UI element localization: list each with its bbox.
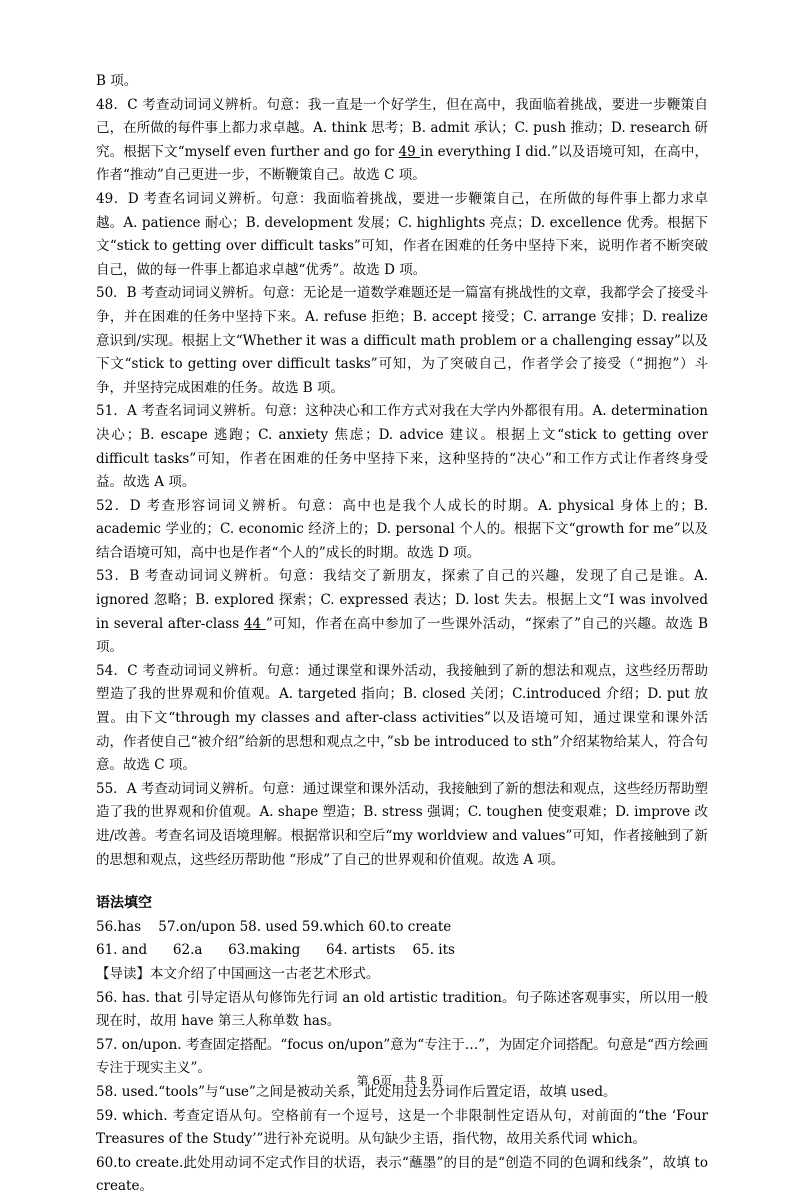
paragraph-p50	[96, 282, 708, 400]
paragraph-text: 49．D 考查名词词义辨析。句意：我面临着挑战，要进一步鞭策自己，在所做的每件事上都力求卓越。A. patience 耐心；B. development 发展；C. highlights 亮点；D. excellence 优秀。根据下文“stick to getting over difficult tasks”可知，作者在困难的任务中坚持下来，说明作者不断突破自己，做的每一件事上都追求卓越“优秀”。故选 D 项。	[96, 190, 708, 278]
paragraph-text: 58. used.“tools”与“use”之间是被动关系，此处用过去分词作后置定语，故填 used。	[96, 1083, 617, 1100]
paragraph-q0	[96, 963, 708, 987]
paragraph-text: 53．B 考查动词词义辨析。句意：我结交了新朋友，探索了自己的兴趣，发现了自己是谁。A. ignored 忽略；B. explored 探索；C. expressed 表达；D. lost 失去。根据上文“I was involved in several after-class	[96, 568, 708, 632]
paragraph-text: 56. has. that 引导定语从句修饰先行词 an old artistic tradition。句子陈述客观事实，所以用一般现在时，故用 have 第三人称单数 has。	[96, 989, 708, 1030]
paragraph-text: 50．B 考查动词词义辨析。句意：无论是一道数学难题还是一篇富有挑战性的文章，我都学会了接受斗争，并在困难的任务中坚持下来。A. refuse 拒绝；B. accept 接受；C. arrange 安排；D. realize 意识到/实现。根据上文“Whether it was a difficult math problem or a challenging essay”以及下文“stick to getting over difficult tasks”可知，为了突破自己，作者学会了接受（“拥抱”）斗争，并坚持完成困难的任务。故选 B 项。	[96, 285, 708, 396]
paragraph-text: 【导读】本文介绍了中国画这一古老艺术形式。	[96, 965, 380, 982]
paragraph-text: 52．D 考查形容词词义辨析。句意：高中也是我个人成长的时期。A. physical 身体上的；B. academic 学业的；C. economic 经济上的；D. personal 个人的。根据下文“growth for me”以及结合语境可知，高中也是作者“个人的”成长的时期。故选 D 项。	[96, 497, 708, 561]
document-page	[96, 70, 708, 1199]
paragraph-q60	[96, 1152, 708, 1199]
paragraph-p52	[96, 495, 708, 566]
paragraph-p54	[96, 660, 708, 778]
paragraph-text: 54．C 考查动词词义辨析。句意：通过课堂和课外活动，我接触到了新的想法和观点，这些经历帮助塑造了我的世界观和价值观。A. targeted 指向；B. closed 关闭；C.introduced 介绍；D. put 放置。由下文“through my classes and after-class activities”以及语境可知，通过课堂和课外活动，作者使自己“被介绍”给新的思想和观点之中，”sb be introduced to sth”介绍某物给某人，符合句意。故选 C 项。	[96, 662, 708, 774]
paragraph-text: 55．A 考查动词词义辨析。句意：通过课堂和课外活动，我接触到了新的想法和观点，这些经历帮助塑造了我的世界观和价值观。A. shape 塑造；B. stress 强调；C. toughen 使变艰难；D. improve 改进/改善。考查名词及语境理解。根据常识和空后“my worldview and values”可知，作者接触到了新的思想和观点，这些经历帮助他 “形成”了自己的世界观和价值观。故选 A 项。	[96, 780, 708, 868]
cloze-explanations	[96, 70, 708, 872]
paragraph-text: 57. on/upon. 考查固定搭配。“focus on/upon”意为“专注于…”，为固定介词搭配。句意是“西方绘画专注于现实主义”。	[96, 1036, 709, 1077]
paragraph-text: 51．A 考查名词词义辨析。句意：这种决心和工作方式对我在大学内外都很有用。A. determination 决心；B. escape 逃跑；C. anxiety 焦虑；D. advice 建议。根据上文“stick to getting over difficult tasks”可知，作者在困难的任务中坚持下来，这种坚持的“决心”和工作方式让作者终身受益。故选 A 项。	[96, 403, 708, 491]
paragraph-q59	[96, 1105, 708, 1152]
paragraph-p49	[96, 188, 708, 282]
paragraph-text: 59. which. 考查定语从句。空格前有一个逗号，这是一个非限制性定语从句，对前面的“the ‘Four Treasures of the Study’”进行补充说明。从句缺少主语，指代物，故用关系代词 which。	[96, 1107, 708, 1148]
answer-line-2: 61. and 62.a 63.making 64. artists 65. its	[96, 942, 455, 959]
paragraph-text: B 项。	[96, 73, 138, 89]
paragraph-p53	[96, 565, 708, 659]
answer-key	[96, 916, 708, 963]
page-footer: 第 6页，共 8 页	[356, 1074, 444, 1088]
paragraph-q56	[96, 987, 708, 1034]
paragraph-text: 60.to create.此处用动词不定式作目的状语，表示“蘸墨”的目的是“创造不同的色调和线条”，故填 to create。	[96, 1154, 708, 1195]
paragraph-text: in everything I did.”以及语境可知，在高中，作者“推动”自己更进一步，不断鞭策自己。故选 C 项。	[96, 143, 708, 184]
paragraph-text: ”可知，作者在高中参加了一些课外活动，“探索了”自己的兴趣。故选 B 项。	[96, 615, 708, 656]
blank-number: 49	[398, 143, 421, 160]
paragraph-p55	[96, 778, 708, 872]
section-title-grammar: 语法填空	[96, 895, 152, 912]
paragraph-p51	[96, 400, 708, 494]
blank-number: 44	[243, 615, 266, 632]
answer-line-1: 56.has 57.on/upon 58. used 59.which 60.to create	[96, 918, 452, 935]
paragraph-p48	[96, 94, 708, 188]
paragraph-text: 48．C 考查动词词义辨析。句意：我一直是一个好学生，但在高中，我面临着挑战，要进一步鞭策自己，在所做的每件事上都力求卓越。A. think 思考；B. admit 承认；C. push 推动；D. research 研究。根据下文“myself even further and go for	[96, 96, 708, 160]
paragraph-p0	[96, 70, 708, 94]
